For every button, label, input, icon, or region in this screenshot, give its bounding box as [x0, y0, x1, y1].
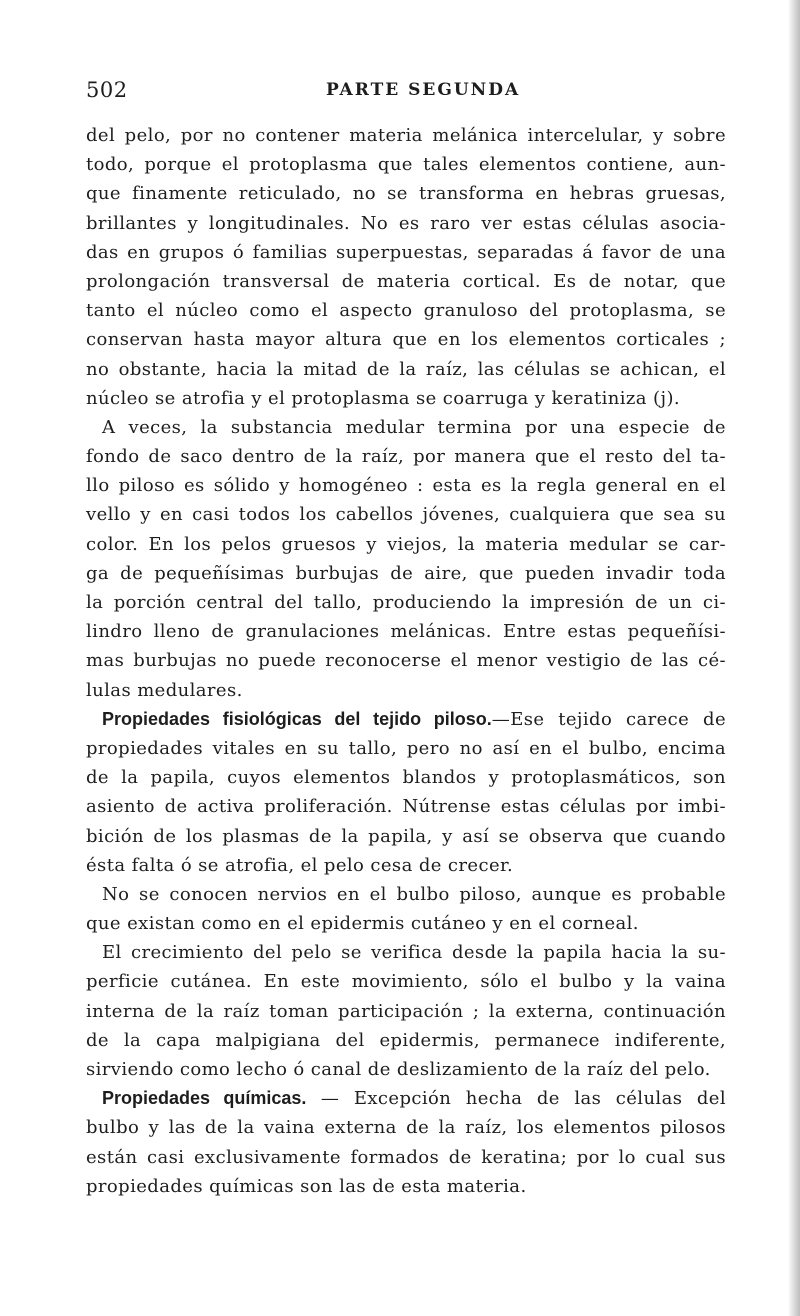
text-line: conservan hasta mayor altura que en los elementos corticales ;: [86, 329, 726, 351]
text-line: propiedades químicas son las de esta materia.: [86, 1175, 527, 1197]
text-line: ésta falta ó se atrofia, el pelo cesa de crecer.: [86, 854, 514, 876]
text-line: mas burbujas no puede reconocerse el menor vestigio de las cé-: [86, 650, 726, 672]
text-line: brillantes y longitudinales. No es raro ver estas células asocia-: [86, 212, 726, 234]
text-line: A veces, la substancia medular termina por una especie de: [102, 416, 726, 438]
body-text: [86, 121, 726, 1201]
text-line: sirviendo como lecho ó canal de deslizamiento de la raíz del pelo.: [86, 1059, 711, 1080]
section-heading-line: [86, 705, 726, 734]
page-edge-shadow: [788, 0, 800, 1316]
text-line: todo, porque el protoplasma que tales elementos contiene, aun-: [86, 154, 726, 176]
text-line: núcleo se atrofia y el protoplasma se coarruga y keratiniza (j).: [86, 387, 680, 409]
text-line: la porción central del tallo, produciendo la impresión de un ci-: [86, 592, 726, 613]
text-line: asiento de activa proliferación. Nútrense estas células por imbi-: [86, 796, 726, 818]
text-line: bulbo y las de la vaina externa de la raíz, los elementos pilosos: [86, 1117, 726, 1139]
text-line: perficie cutánea. En este movimiento, sólo el bulbo y la vaina: [86, 971, 726, 993]
text-line: color. En los pelos gruesos y viejos, la materia medular se car-: [86, 533, 726, 555]
text-line: llo piloso es sólido y homogéneo : esta es la regla general en el: [86, 475, 726, 497]
text-line: lindro lleno de granulaciones melánicas. Entre estas pequeñísi-: [86, 621, 726, 643]
text-line: están casi exclusivamente formados de keratina; por lo cual sus: [86, 1146, 726, 1168]
text-line: que finamente reticulado, no se transforma en hebras gruesas,: [86, 183, 726, 205]
text-line: del pelo, por no contener materia melánica intercelular, y sobre: [86, 125, 726, 146]
section-heading: Propiedades fisiológicas del tejido piloso.: [102, 708, 492, 729]
text-line: bición de los plasmas de la papila, y así se observa que cuando: [86, 825, 726, 847]
text-line: No se conocen nervios en el bulbo piloso, aunque es probable: [102, 883, 726, 905]
section-heading: Propiedades químicas.: [102, 1088, 307, 1109]
text-line: de la papila, cuyos elementos blandos y protoplasmáticos, son: [86, 767, 726, 789]
text-line: lulas medulares.: [86, 679, 243, 701]
text-line: que existan como en el epidermis cutáneo y en el corneal.: [86, 913, 639, 935]
text-line: fondo de saco dentro de la raíz, por manera que el resto del ta-: [86, 446, 726, 468]
text-line: prolongación transversal de materia cortical. Es de notar, que: [86, 270, 726, 292]
text-line: tanto el núcleo como el aspecto granuloso del protoplasma, se: [86, 300, 726, 322]
page-number: 502: [86, 78, 128, 102]
text-line: propiedades vitales en su tallo, pero no así en el bulbo, encima: [86, 737, 726, 759]
section-heading-line: [86, 1084, 726, 1113]
text-line: vello y en casi todos los cabellos jóvenes, cualquiera que sea su: [86, 504, 726, 526]
text-line: de la capa malpigiana del epidermis, permanece indiferente,: [86, 1029, 726, 1051]
page-header: [86, 78, 726, 106]
section-heading-text: — Excepción hecha de las células del: [306, 1088, 726, 1110]
section-heading-text: —Ese tejido carece de: [491, 708, 726, 730]
text-line: interna de la raíz toman participación ; la externa, continuación: [86, 1000, 726, 1022]
text-line: no obstante, hacia la mitad de la raíz, las células se achican, el: [86, 358, 726, 380]
text-line: ga de pequeñísimas burbujas de aire, que pueden invadir toda: [86, 562, 726, 584]
running-head: PARTE SEGUNDA: [326, 80, 521, 100]
text-line: das en grupos ó familias superpuestas, separadas á favor de una: [86, 241, 726, 263]
text-line: El crecimiento del pelo se verifica desde la papila hacia la su-: [102, 942, 726, 964]
